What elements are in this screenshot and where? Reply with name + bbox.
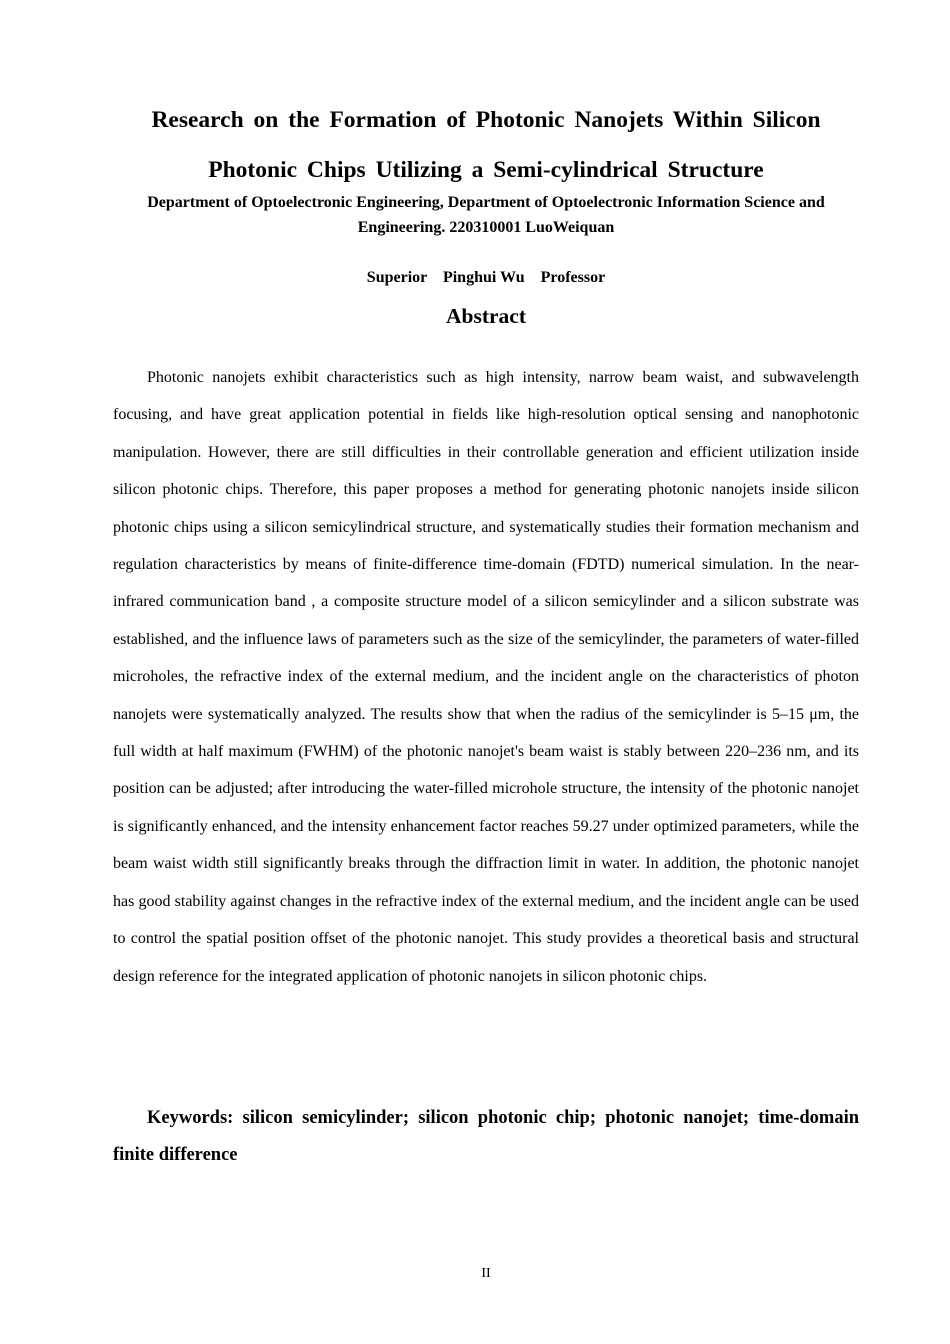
abstract-heading: Abstract	[445, 304, 526, 328]
paper-title: Research on the Formation of Photonic Nanojets Within Silicon Photonic Chips Utilizing a Semi-cylindrical Structure	[151, 107, 821, 183]
supervisor-line: Superior Pinghui Wu Professor	[366, 269, 606, 286]
abstract-body: Photonic nanojets exhibit characteristics such as high intensity, narrow beam waist, and subwavelength focusing, and have great application potential in fields like high-resolution optical sensing and nanophotonic manipulation. However, there are still difficulties in their controllable generation and efficient utilization inside silicon photonic chips. Therefore, this paper proposes a method for generating photonic nanojets inside silicon photonic chips using a silicon semicylindrical structure, and systematically studies their formation mechanism and regulation characteristics by means of finite-difference time-domain (FDTD) numerical simulation. In the near-infrared communication band , a composite structure model of a silicon semicylinder and a silicon substrate was established, and the influence laws of parameters such as the size of the semicylinder, the parameters of water-filled microholes, the refractive index of the external medium, and the incident angle on the characteristics of photon nanojets were systematically analyzed. The results show that when the radius of the semicylinder is 5–15 μm, the full width at half maximum (FWHM) of the photonic nanojet's beam waist is stably between 220–236 nm, and its position can be adjusted; after introducing the water-filled microhole structure, the intensity of the photonic nanojet is significantly enhanced, and the intensity enhancement factor reaches 59.27 under optimized parameters, while the beam waist width still significantly breaks through the diffraction limit in water. In addition, the photonic nanojet has good stability against changes in the refractive index of the external medium, and the incident angle can be used to control the spatial position offset of the photonic nanojet. This study provides a theoretical basis and structural design reference for the integrated application of photonic nanojets in silicon photonic chips.	[113, 369, 859, 985]
author-affiliation: Department of Optoelectronic Engineering, Department of Optoelectronic Information Science and Engineering. 220310001 LuoWeiquan	[147, 194, 825, 236]
keywords: Keywords: silicon semicylinder; silicon photonic chip; photonic nanojet; time-domain finite difference	[113, 1108, 859, 1166]
page-number: II	[481, 1266, 491, 1281]
